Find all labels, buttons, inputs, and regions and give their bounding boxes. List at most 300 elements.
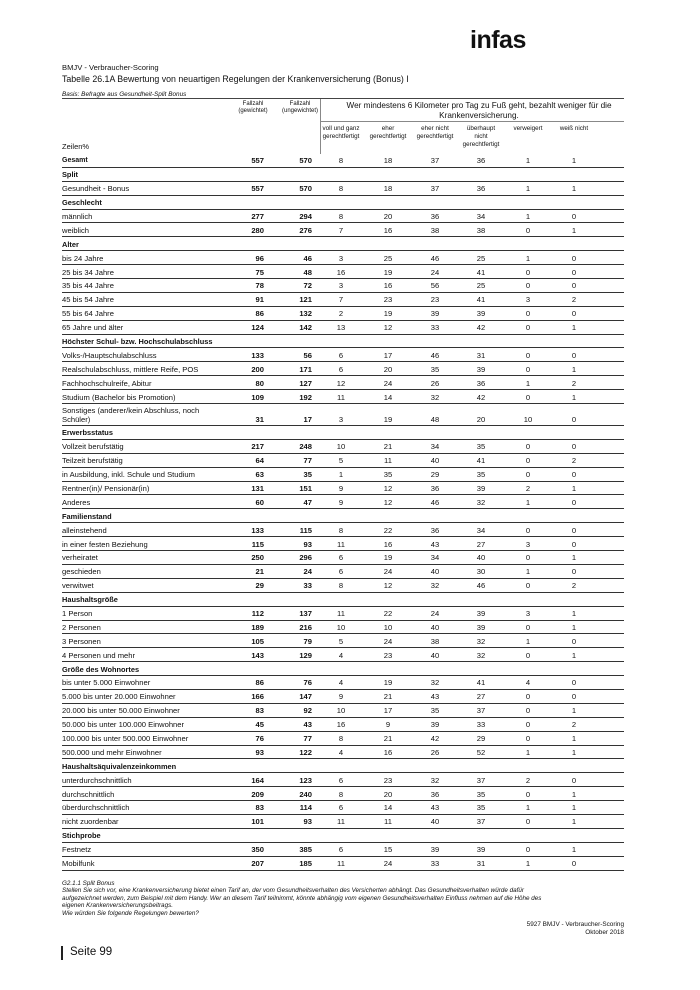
cell-percent: 0 [571, 414, 577, 424]
cell-percent: 32 [430, 775, 440, 785]
table-row [62, 607, 624, 621]
cell-percent: 32 [430, 581, 440, 591]
cell-percent: 6 [338, 364, 344, 374]
data-table [62, 154, 624, 871]
cell-percent: 32 [476, 497, 486, 507]
note-line: eigenen Krankenversicherungsbeitrags. [62, 902, 173, 910]
cell-percent: 0 [525, 817, 531, 827]
cell-percent: 35 [476, 803, 486, 813]
cell-percent: 37 [476, 775, 486, 785]
cell-fallzahl-gewichtet: 207 [251, 859, 264, 869]
cell-percent: 0 [525, 692, 531, 702]
cell-percent: 0 [571, 692, 577, 702]
cell-percent: 3 [525, 609, 531, 618]
cell-percent: 35 [476, 789, 486, 799]
row-label: Gesamt [62, 157, 88, 165]
cell-percent: 13 [336, 323, 346, 333]
cell-percent: 1 [571, 817, 577, 827]
cell-fallzahl-ungewichtet: 127 [299, 378, 312, 388]
cell-percent: 11 [337, 539, 345, 549]
col-voll-und-ganz [321, 125, 361, 141]
infas-logo: infas [470, 26, 526, 54]
cell-percent: 34 [430, 553, 440, 563]
cell-percent: 2 [571, 581, 577, 591]
cell-percent: 0 [525, 553, 531, 563]
cell-percent: 0 [571, 211, 577, 221]
cell-fallzahl-ungewichtet: 43 [303, 720, 312, 730]
cell-percent: 1 [525, 859, 531, 869]
cell-percent: 0 [525, 525, 531, 535]
cell-percent: 3 [338, 253, 344, 263]
cell-fallzahl-ungewichtet: 122 [299, 747, 312, 757]
cell-percent: 37 [476, 706, 486, 716]
cell-percent: 26 [430, 747, 440, 757]
table-row [62, 362, 624, 376]
cell-fallzahl-gewichtet: 112 [251, 609, 264, 618]
cell-fallzahl-ungewichtet: 296 [299, 553, 312, 563]
cell-fallzahl-ungewichtet: 77 [303, 456, 312, 466]
cell-fallzahl-ungewichtet: 24 [303, 567, 312, 577]
cell-percent: 35 [383, 470, 393, 480]
cell-fallzahl-gewichtet: 96 [255, 253, 264, 263]
header-line: verweigert [513, 125, 543, 132]
cell-percent: 12 [383, 483, 393, 493]
cell-percent: 8 [338, 184, 344, 194]
cell-percent: 40 [476, 553, 486, 563]
cell-percent: 8 [338, 211, 344, 221]
study-footer [527, 921, 624, 937]
row-label: 3 Personen [62, 636, 101, 646]
cell-percent: 2 [525, 483, 531, 493]
cell-percent: 35 [476, 470, 486, 480]
cell-percent: 2 [571, 456, 577, 466]
cell-fallzahl-gewichtet: 131 [251, 483, 264, 493]
cell-percent: 4 [338, 678, 344, 688]
table-row [62, 565, 624, 579]
cell-percent: 39 [476, 845, 486, 855]
cell-percent: 46 [476, 581, 486, 591]
cell-percent: 19 [383, 678, 393, 688]
cell-fallzahl-ungewichtet: 151 [299, 483, 312, 493]
cell-fallzahl-gewichtet: 101 [251, 817, 264, 827]
table-row [62, 251, 624, 265]
cell-percent: 0 [525, 350, 531, 360]
table-row [62, 523, 624, 537]
question-header [334, 101, 624, 121]
row-label: bis unter 5.000 Einwohner [62, 678, 151, 688]
cell-percent: 0 [525, 225, 531, 235]
table-row [62, 843, 624, 857]
row-label: Höchster Schul- bzw. Hochschulabschluss [62, 336, 213, 346]
cell-percent: 43 [430, 692, 440, 702]
note-line: aufgezeichnet werden, zum Beispiel mit dem Handy. Wer an diesem Tarif teilnimmt, könnte abhängig vom eigenen Gesundheitsverhalten Einfluss nehmen auf die Höhe des [62, 894, 542, 902]
cell-percent: 23 [383, 650, 393, 660]
cell-percent: 1 [525, 184, 531, 194]
cell-fallzahl-ungewichtet: 192 [299, 392, 312, 402]
cell-percent: 11 [337, 392, 345, 402]
cell-percent: 15 [383, 845, 393, 855]
note-line: G2.1.1 Split Bonus [62, 880, 115, 887]
header-line: gerechtfertigt [462, 141, 500, 148]
cell-percent: 0 [525, 267, 531, 277]
table-row [62, 773, 624, 787]
cell-percent: 46 [430, 350, 440, 360]
cell-percent: 7 [338, 225, 344, 235]
cell-fallzahl-gewichtet: 45 [255, 720, 264, 730]
cell-percent: 40 [430, 650, 440, 660]
table-row [62, 293, 624, 307]
cell-percent: 1 [571, 225, 577, 235]
cell-percent: 0 [525, 706, 531, 716]
cell-fallzahl-ungewichtet: 294 [299, 211, 312, 221]
cell-percent: 14 [383, 392, 393, 402]
cell-fallzahl-ungewichtet: 570 [299, 184, 312, 194]
cell-percent: 16 [383, 539, 393, 549]
cell-percent: 4 [525, 678, 531, 688]
table-row [62, 482, 624, 496]
cell-percent: 1 [571, 483, 577, 493]
cell-percent: 1 [338, 470, 344, 480]
cell-percent: 12 [383, 323, 393, 333]
cell-percent: 35 [476, 442, 486, 452]
cell-percent: 40 [430, 567, 440, 577]
zeilen-prozent-label: Zeilen% [62, 142, 90, 151]
cell-percent: 3 [525, 539, 531, 549]
cell-percent: 6 [338, 553, 344, 563]
cell-percent: 0 [525, 323, 531, 333]
cell-percent: 0 [571, 678, 577, 688]
cell-percent: 2 [571, 295, 577, 305]
row-label: Geschlecht [62, 198, 102, 208]
cell-percent: 0 [571, 775, 577, 785]
cell-percent: 40 [430, 622, 440, 632]
cell-percent: 32 [476, 636, 486, 646]
cell-fallzahl-gewichtet: 189 [251, 622, 264, 632]
cell-percent: 31 [476, 859, 486, 869]
table-row [62, 579, 624, 593]
row-label: 5.000 bis unter 20.000 Einwohner [62, 692, 176, 702]
cell-fallzahl-ungewichtet: 56 [303, 350, 312, 360]
table-row [62, 390, 624, 404]
cell-percent: 43 [430, 539, 440, 549]
cell-percent: 25 [383, 253, 393, 263]
row-label: Gesundheit - Bonus [62, 184, 130, 194]
cell-fallzahl-gewichtet: 21 [255, 567, 264, 577]
cell-percent: 48 [430, 414, 440, 424]
cell-percent: 46 [430, 497, 440, 507]
row-label: verheiratet [62, 553, 98, 563]
cell-fallzahl-ungewichtet: 46 [303, 253, 312, 263]
cell-fallzahl-ungewichtet: 17 [303, 414, 312, 424]
cell-percent: 35 [430, 364, 440, 374]
cell-percent: 20 [476, 414, 486, 424]
cell-percent: 0 [525, 581, 531, 591]
cell-fallzahl-ungewichtet: 47 [303, 497, 312, 507]
cell-percent: 36 [430, 525, 440, 535]
cell-percent: 16 [336, 267, 346, 277]
cell-percent: 1 [525, 747, 531, 757]
cell-percent: 41 [476, 267, 486, 277]
cell-percent: 11 [384, 456, 392, 466]
cell-fallzahl-ungewichtet: 248 [299, 442, 312, 452]
cell-percent: 0 [525, 442, 531, 452]
cell-percent: 21 [383, 692, 393, 702]
table-row [62, 307, 624, 321]
cell-percent: 1 [525, 378, 531, 388]
row-label: Rentner(in)/ Pensionär(in) [62, 483, 150, 493]
cell-percent: 39 [430, 845, 440, 855]
row-label: Sonstiges (anderer/kein Abschluss, noch Schüler) [62, 405, 200, 424]
cell-percent: 0 [571, 253, 577, 263]
cell-fallzahl-ungewichtet: 114 [299, 803, 312, 813]
cell-percent: 0 [525, 650, 531, 660]
row-label: 25 bis 34 Jahre [62, 267, 114, 277]
cell-percent: 0 [525, 622, 531, 632]
cell-percent: 19 [383, 309, 393, 319]
cell-percent: 1 [571, 845, 577, 855]
cell-percent: 26 [430, 378, 440, 388]
cell-fallzahl-ungewichtet: 35 [303, 470, 312, 480]
cell-percent: 37 [430, 156, 440, 166]
fallzahl-gewichtet-header [230, 101, 276, 115]
row-label: 55 bis 64 Jahre [62, 309, 114, 319]
cell-fallzahl-gewichtet: 250 [251, 553, 264, 563]
cell-fallzahl-gewichtet: 166 [251, 692, 264, 702]
cell-fallzahl-gewichtet: 91 [255, 295, 264, 305]
cell-percent: 1 [571, 803, 577, 813]
cell-fallzahl-gewichtet: 277 [251, 211, 264, 221]
row-label: 4 Personen und mehr [62, 650, 136, 660]
table-row [62, 279, 624, 293]
cell-percent: 25 [476, 281, 486, 291]
row-label: unterdurchschnittlich [62, 775, 132, 785]
cell-percent: 42 [476, 392, 486, 402]
page-number: Seite 99 [70, 946, 113, 958]
cell-percent: 39 [476, 364, 486, 374]
cell-fallzahl-gewichtet: 80 [255, 378, 264, 388]
cell-percent: 8 [338, 581, 344, 591]
cell-percent: 9 [338, 483, 344, 493]
header-line: nicht [474, 133, 488, 140]
table-row [62, 348, 624, 362]
cell-percent: 10 [336, 622, 346, 632]
row-label: Fachhochschulreife, Abitur [62, 378, 152, 388]
cell-percent: 0 [571, 567, 577, 577]
cell-fallzahl-ungewichtet: 385 [299, 845, 312, 855]
cell-fallzahl-ungewichtet: 79 [303, 636, 312, 646]
cell-percent: 17 [383, 706, 393, 716]
cell-fallzahl-ungewichtet: 216 [299, 622, 312, 632]
row-label: Anderes [62, 497, 91, 507]
row-label: männlich [62, 211, 93, 221]
cell-fallzahl-ungewichtet: 137 [299, 609, 312, 618]
cell-percent: 21 [383, 734, 393, 744]
cell-percent: 17 [383, 350, 393, 360]
table-row [62, 404, 624, 426]
cell-percent: 9 [385, 720, 391, 730]
cell-percent: 1 [571, 747, 577, 757]
cell-fallzahl-gewichtet: 86 [255, 678, 264, 688]
row-label: Alter [62, 239, 79, 249]
total-row [62, 154, 624, 168]
cell-percent: 40 [430, 456, 440, 466]
cell-percent: 0 [525, 789, 531, 799]
cell-percent: 10 [336, 442, 346, 452]
cell-fallzahl-ungewichtet: 77 [303, 734, 312, 744]
cell-percent: 30 [476, 567, 486, 577]
cell-percent: 20 [383, 789, 393, 799]
cell-percent: 12 [336, 378, 346, 388]
col-verweigert [508, 125, 548, 133]
cell-fallzahl-gewichtet: 557 [251, 184, 264, 194]
header-line: weiß nicht [559, 125, 589, 132]
cell-percent: 0 [525, 720, 531, 730]
cell-fallzahl-gewichtet: 105 [251, 636, 264, 646]
cell-percent: 10 [383, 622, 393, 632]
cell-percent: 1 [571, 323, 577, 333]
cell-percent: 23 [383, 775, 393, 785]
cell-percent: 6 [338, 567, 344, 577]
cell-fallzahl-ungewichtet: 570 [299, 156, 312, 166]
cell-percent: 8 [338, 734, 344, 744]
question-line: Krankenversicherung. [439, 111, 519, 120]
cell-percent: 16 [383, 281, 393, 291]
cell-percent: 0 [525, 845, 531, 855]
row-label: Familienstand [62, 511, 112, 521]
cell-percent: 41 [476, 456, 486, 466]
cell-percent: 34 [476, 211, 486, 221]
cell-percent: 1 [525, 803, 531, 813]
table-row [62, 537, 624, 551]
cell-percent: 18 [383, 156, 393, 166]
table-row [62, 857, 624, 871]
cell-percent: 1 [525, 156, 531, 166]
cell-percent: 36 [476, 156, 486, 166]
cell-percent: 0 [571, 442, 577, 452]
cell-percent: 7 [338, 295, 344, 305]
header-line: (ungewichtet) [281, 108, 319, 114]
cell-fallzahl-ungewichtet: 240 [299, 789, 312, 799]
cell-percent: 42 [430, 734, 440, 744]
cell-fallzahl-gewichtet: 63 [255, 470, 264, 480]
header-line: (gewichtet) [238, 108, 268, 114]
question-underline [320, 121, 624, 122]
cell-percent: 33 [430, 323, 440, 333]
row-label: Realschulabschluss, mittlere Reife, POS [62, 364, 199, 374]
cell-fallzahl-gewichtet: 31 [255, 414, 264, 424]
cell-fallzahl-gewichtet: 115 [251, 539, 264, 549]
cell-percent: 32 [476, 650, 486, 660]
cell-fallzahl-gewichtet: 209 [251, 789, 264, 799]
section-header-row [62, 662, 624, 676]
cell-percent: 32 [430, 392, 440, 402]
table-row [62, 210, 624, 224]
section-header-row [62, 829, 624, 843]
cell-percent: 1 [571, 156, 577, 166]
section-header-row [62, 196, 624, 210]
cell-fallzahl-gewichtet: 164 [251, 775, 264, 785]
cell-percent: 22 [383, 525, 393, 535]
cell-percent: 36 [476, 184, 486, 194]
report-name: BMJV - Verbraucher-Scoring [62, 63, 159, 72]
cell-fallzahl-ungewichtet: 171 [299, 364, 312, 374]
cell-fallzahl-gewichtet: 143 [251, 650, 264, 660]
table-row [62, 732, 624, 746]
cell-percent: 0 [525, 392, 531, 402]
table-row [62, 690, 624, 704]
table-row [62, 223, 624, 237]
table-row [62, 182, 624, 196]
cell-percent: 0 [525, 470, 531, 480]
cell-percent: 1 [525, 211, 531, 221]
cell-percent: 38 [430, 225, 440, 235]
cell-percent: 16 [336, 720, 346, 730]
cell-percent: 3 [525, 295, 531, 305]
cell-percent: 0 [571, 859, 577, 869]
cell-percent: 0 [525, 281, 531, 291]
cell-percent: 37 [476, 817, 486, 827]
cell-fallzahl-ungewichtet: 121 [299, 295, 312, 305]
cell-percent: 32 [430, 678, 440, 688]
cell-percent: 29 [430, 470, 440, 480]
header-line: eher nicht [421, 125, 449, 132]
cell-percent: 24 [430, 609, 440, 618]
cell-percent: 0 [571, 525, 577, 535]
cell-percent: 24 [383, 636, 393, 646]
row-label: Split [62, 170, 79, 180]
cell-percent: 16 [383, 225, 393, 235]
cell-percent: 10 [336, 706, 346, 716]
cell-percent: 31 [476, 350, 486, 360]
cell-fallzahl-gewichtet: 83 [255, 803, 264, 813]
cell-percent: 24 [430, 267, 440, 277]
cell-percent: 16 [383, 747, 393, 757]
row-label: nicht zuordenbar [62, 817, 119, 827]
col-eher-nicht [415, 125, 455, 141]
cell-percent: 41 [476, 678, 486, 688]
cell-percent: 1 [525, 567, 531, 577]
cell-percent: 22 [383, 609, 393, 618]
header-line: gerechtfertigt [322, 133, 360, 140]
row-label: 2 Personen [62, 622, 101, 632]
cell-percent: 36 [476, 378, 486, 388]
cell-fallzahl-ungewichtet: 76 [303, 678, 312, 688]
cell-percent: 21 [383, 442, 393, 452]
row-label: Festnetz [62, 845, 92, 855]
cell-fallzahl-gewichtet: 64 [255, 456, 264, 466]
cell-percent: 6 [338, 845, 344, 855]
cell-percent: 2 [338, 309, 344, 319]
header-line: gerechtfertigt [369, 133, 407, 140]
cell-percent: 11 [337, 609, 345, 618]
cell-fallzahl-ungewichtet: 72 [303, 281, 312, 291]
cell-percent: 1 [571, 553, 577, 563]
table-row [62, 621, 624, 635]
section-header-row [62, 237, 624, 251]
cell-fallzahl-gewichtet: 133 [251, 525, 264, 535]
cell-fallzahl-ungewichtet: 142 [299, 323, 312, 333]
row-label: geschieden [62, 567, 101, 577]
table-row [62, 468, 624, 482]
cell-percent: 5 [338, 636, 344, 646]
cell-fallzahl-gewichtet: 350 [251, 845, 264, 855]
section-header-row [62, 168, 624, 182]
cell-percent: 39 [476, 609, 486, 618]
row-label: 50.000 bis unter 100.000 Einwohner [62, 720, 185, 730]
cell-percent: 46 [430, 253, 440, 263]
cell-percent: 1 [571, 789, 577, 799]
cell-percent: 1 [571, 184, 577, 194]
